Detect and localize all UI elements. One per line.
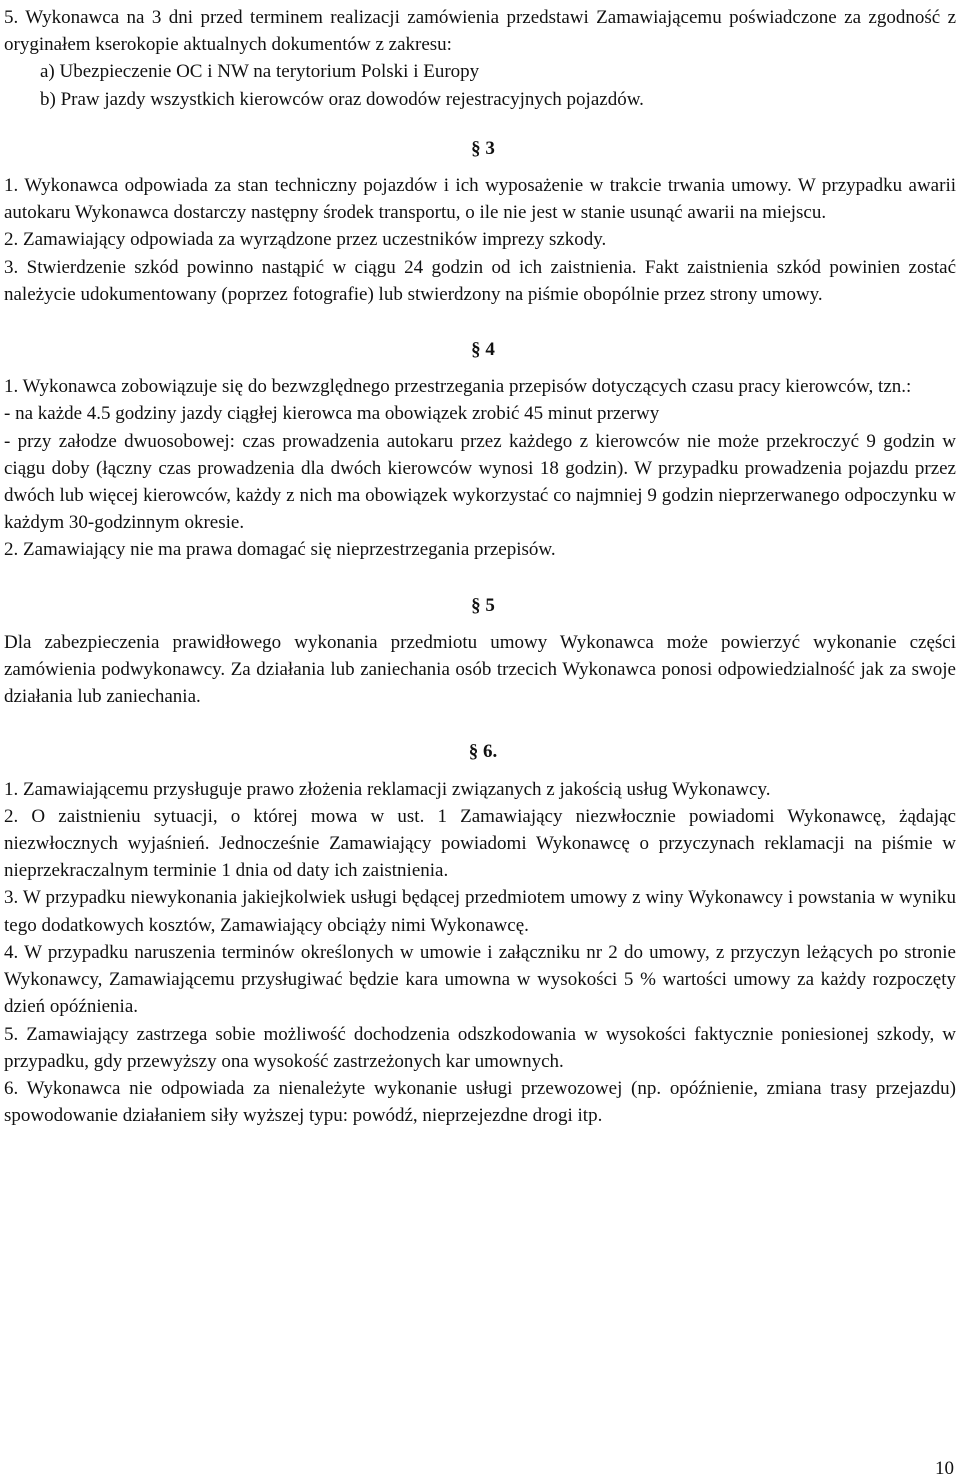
page-number: 10	[935, 1458, 954, 1479]
section-3-paragraph-1: 1. Wykonawca odpowiada za stan techniczny pojazdów i ich wyposażenie w trakcie trwania umowy. W przypadku awarii autokaru Wykonawca dostarczy następny środek transportu, o ile nie jest w stanie usunąć awarii na miejscu.	[4, 175, 956, 224]
section-6-heading: § 6.	[468, 741, 498, 763]
section-3-paragraph-2: 2. Zamawiający odpowiada za wyrządzone przez uczestników imprezy szkody.	[4, 229, 607, 251]
section-4-paragraph-2: 2. Zamawiający nie ma prawa domagać się nieprzestrzegania przepisów.	[4, 539, 556, 561]
section-4-paragraph-1: 1. Wykonawca zobowiązuje się do bezwzględnego przestrzegania przepisów dotyczących czasu pracy kierowców, tzn.:	[4, 376, 912, 398]
section-5-heading: § 5	[471, 594, 495, 616]
section-4-paragraph-1a: - na każde 4.5 godziny jazdy ciągłej kierowca ma obowiązek zrobić 45 minut przerwy	[4, 403, 660, 425]
section-6-paragraph-1: 1. Zamawiającemu przysługuje prawo złożenia reklamacji związanych z jakością usług Wykonawcy.	[4, 778, 771, 800]
item-5a-text: a) Ubezpieczenie OC i NW na terytorium Polski i Europy	[40, 61, 480, 83]
section-3-heading: § 3	[471, 137, 495, 159]
section-6-paragraph-6: 6. Wykonawca nie odpowiada za nienależyte wykonanie usługi przewozowej (np. opóźnienie, zmiana trasy przejazdu) spowodowanie działaniem siły wyższej typu: powódź, nieprzejezdne drogi itp.	[4, 1077, 956, 1127]
item-5-text: 5. Wykonawca na 3 dni przed terminem realizacji zamówienia przedstawi Zamawiającemu poświadczone za zgodność z oryginałem kserokopie aktualnych dokumentów z zakresu:	[4, 7, 956, 56]
section-6-paragraph-3: 3. W przypadku niewykonania jakiejkolwiek usługi będącej przedmiotem umowy z winy Wykonawcy i powstania w wyniku tego dodatkowych kosztów, Zamawiający obciąży nimi Wykonawcę.	[4, 887, 956, 936]
section-5-paragraph-1: Dla zabezpieczenia prawidłowego wykonania przedmiotu umowy Wykonawca może powierzyć wykonanie części zamówienia podwykonawcy. Za działania lub zaniechania osób trzecich Wykonawca ponosi odpowiedzialność jak za swoje działania lub zaniechania.	[4, 631, 956, 708]
item-5b-text: b) Praw jazdy wszystkich kierowców oraz dowodów rejestracyjnych pojazdów.	[40, 88, 644, 110]
section-4-heading: § 4	[471, 339, 495, 361]
section-4-paragraph-1b: - przy załodze dwuosobowej: czas prowadzenia autokaru przez każdego z kierowców nie może przekroczyć 9 godzin w ciągu doby (łączny czas prowadzenia dla dwóch kierowców wynosi 18 godzin). W przypadku prowadzenia pojazdu przez dwóch lub więcej kierowców, każdy z nich ma obowiązek wykorzystać co najmniej 9 godzin nieprzerwanego odpoczynku w każdym 30-godzinnym okresie.	[4, 430, 956, 534]
section-6-paragraph-4: 4. W przypadku naruszenia terminów określonych w umowie i załączniku nr 2 do umowy, z przyczyn leżących po stronie Wykonawcy, Zamawiającemu przysługiwać będzie kara umowna w wysokości 5 % wartości umowy za każdy rozpoczęty dzień opóźnienia.	[4, 941, 956, 1018]
section-6-paragraph-5: 5. Zamawiający zastrzega sobie możliwość dochodzenia odszkodowania w wysokości faktycznie poniesionej szkody, w przypadku, gdy przewyższy ona wysokość zastrzeżonych kar umownych.	[4, 1023, 956, 1072]
section-3-paragraph-3: 3. Stwierdzenie szkód powinno nastąpić w ciągu 24 godzin od ich zaistnienia. Fakt zaistnienia szkód powinien zostać należycie udokumentowany (poprzez fotografie) lub stwierdzony na piśmie obopólnie przez strony umowy.	[4, 256, 956, 305]
section-6-paragraph-2: 2. O zaistnieniu sytuacji, o której mowa w ust. 1 Zamawiający niezwłocznie powiadomi Wykonawcę, żądając niezwłocznych wyjaśnień. Jednocześnie Zamawiający powiadomi Wykonawcę o przyczynach reklamacji na piśmie w nieprzekraczalnym terminie 1 dnia od daty ich zaistnienia.	[4, 805, 956, 882]
